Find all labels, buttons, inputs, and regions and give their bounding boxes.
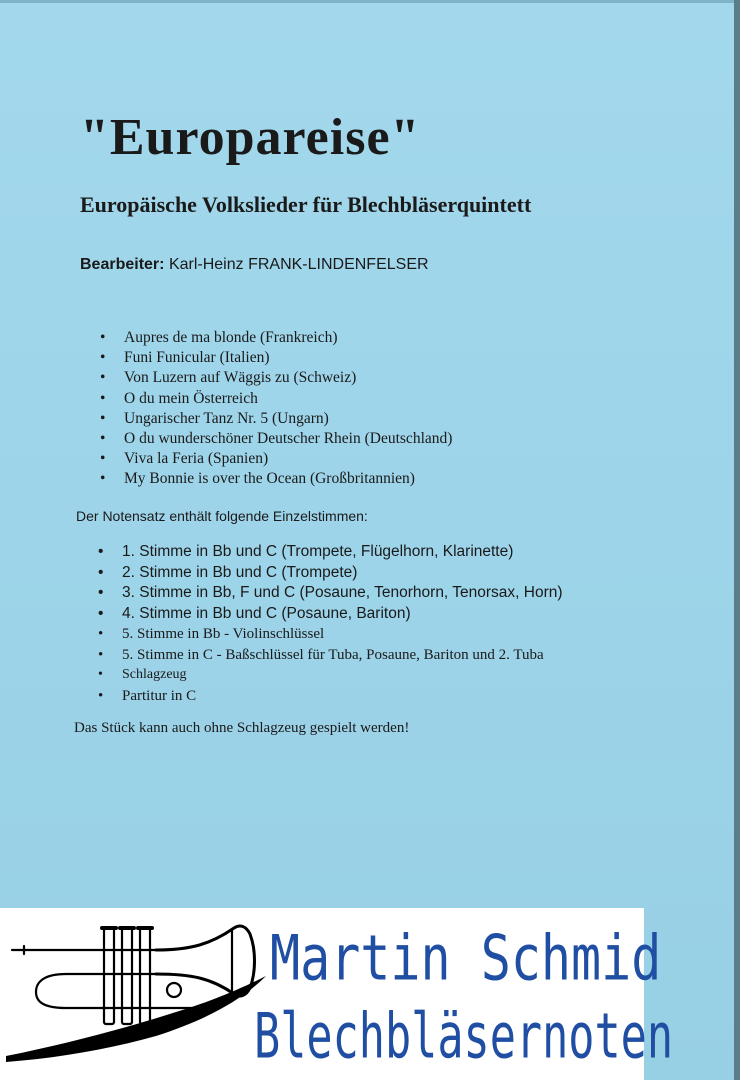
part-item: • Partitur in C [98,686,563,707]
song-item: • Funi Funicular (Italien) [100,348,452,368]
arranger-label: Bearbeiter: [80,256,165,273]
parts-intro: Der Notensatz enthält folgende Einzelstimmen: [76,508,368,524]
song-list [100,328,452,490]
logo-line-blechblaesernoten: Blechbläsernoten [254,1000,674,1073]
song-item: • My Bonnie is over the Ocean (Großbritannien) [100,469,452,489]
song-item: • O du wunderschöner Deutscher Rhein (Deutschland) [100,429,452,449]
document-subtitle: Europäische Volkslieder für Blechbläserquintett [80,192,532,217]
part-item: • 5. Stimme in C - Baßschlüssel für Tuba, Posaune, Bariton und 2. Tuba [98,645,563,666]
part-item: • 4. Stimme in Bb und C (Posaune, Bariton) [98,604,563,625]
song-item: • Ungarischer Tanz Nr. 5 (Ungarn) [100,409,452,429]
part-item: • 1. Stimme in Bb und C (Trompete, Flügelhorn, Klarinette) [98,542,563,563]
arranger-name: Karl-Heinz FRANK-LINDENFELSER [168,256,429,273]
song-item: • O du mein Österreich [100,389,452,409]
logo-line-martin-schmid: Martin Schmid [270,922,662,995]
part-item: • 3. Stimme in Bb, F und C (Posaune, Tenorhorn, Tenorsax, Horn) [98,583,563,604]
song-item: • Viva la Feria (Spanien) [100,449,452,469]
song-item: • Aupres de ma blonde (Frankreich) [100,328,452,348]
publisher-logo [0,908,674,1080]
parts-list [98,542,563,706]
page-top-edge [0,0,740,3]
page-right-edge [734,0,740,1080]
part-item: • Schlagzeug [98,665,563,686]
percussion-note: Das Stück kann auch ohne Schlagzeug gespielt werden! [74,720,410,736]
arranger-line [80,256,429,274]
document-title: "Europareise" [80,109,421,166]
part-item: • 2. Stimme in Bb und C (Trompete) [98,563,563,584]
song-item: • Von Luzern auf Wäggis zu (Schweiz) [100,368,452,388]
part-item: • 5. Stimme in Bb - Violinschlüssel [98,624,563,645]
trumpet-icon [6,916,274,1066]
